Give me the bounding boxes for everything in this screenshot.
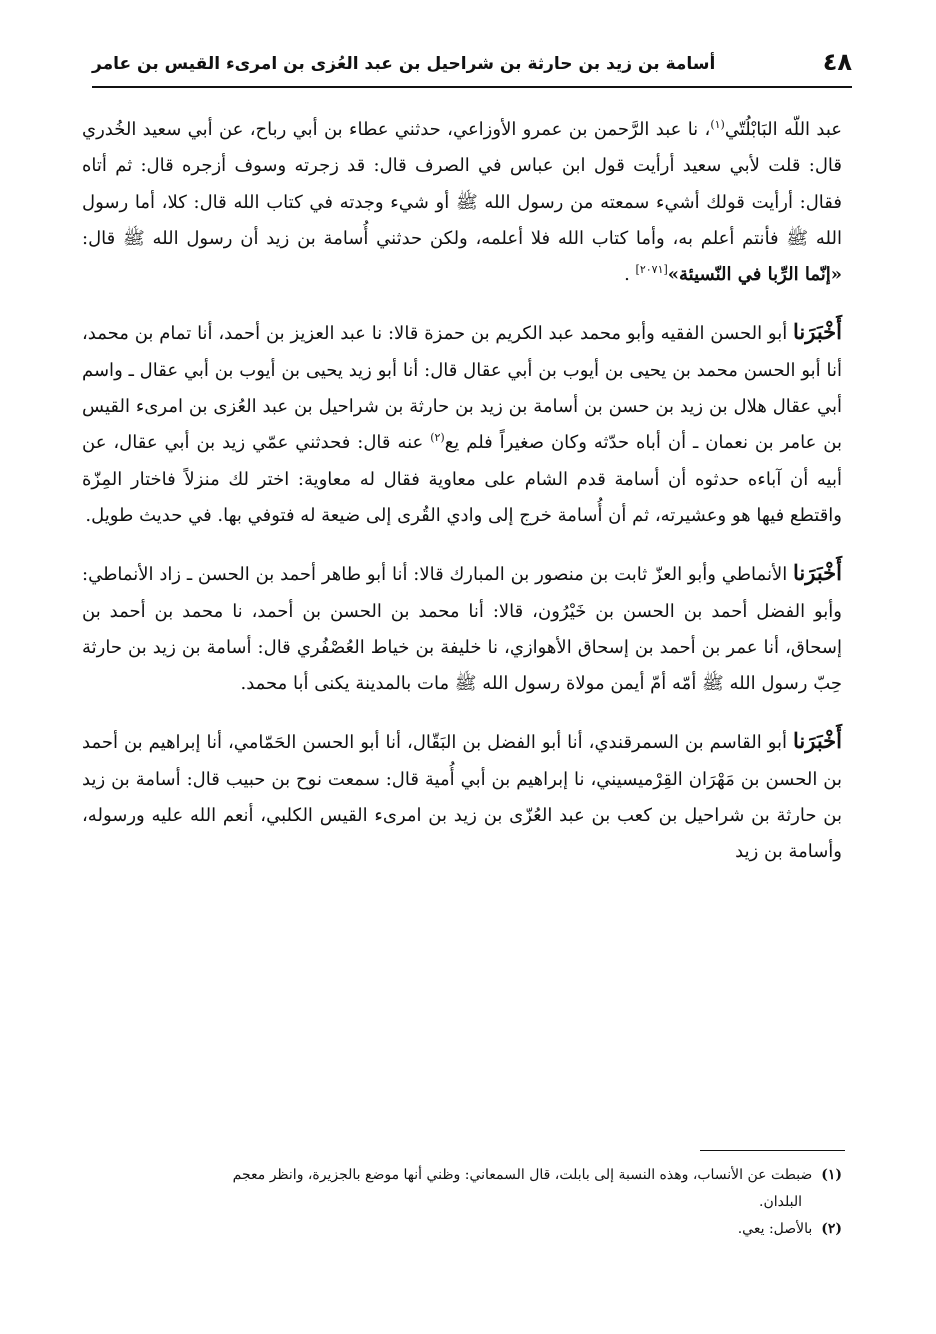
paragraph-1-text-b: ، نا عبد الرَّحمن بن عمرو الأوزاعي، حدثني عطاء بن أبي رباح، عن أبي سعيد الخُدري قال: قلت لأبي سعيد أرأيت قول ابن عباس في الصرف قال: قد زجرته وسوف أزجره قال: ثم أتاه فقال: أرأيت قولك أشيء سمعته من رسول الله ﷺ أو شيء وجدته في كتاب الله قال: كلا، أما رسول الله ﷺ فأنتم أعلم به، وأما كتاب الله فلا أعلمه، ولكن حدثني أُسامة بن زيد أن رسول الله ﷺ قال: [82,119,842,249]
running-title: أسامة بن زيد بن حارثة بن شراحيل بن عبد العُزى بن امرىء القيس بن عامر [92,54,716,74]
page-number: ٤٨ [822,48,852,76]
paragraph-3 [82,555,842,702]
akhbarana-keyword: أَخْبَرَنا [793,319,842,345]
footnote-text: بالأصل: يعي. [737,1221,813,1237]
paragraph-3-text: الأنماطي وأبو العزّ ثابت بن منصور بن المبارك قالا: أنا أبو طاهر أحمد بن الحسن ـ زاد الأنماطي: وأبو الفضل أحمد بن الحسن بن خَيْرُون، قالا: أنا محمد بن الحسن بن أحمد، نا محمد بن أحمد بن إسحاق، أنا عمر بن أحمد بن إسحاق الأهوازي، نا خليفة بن خياط العُصْفُري قال: أسامة بن زيد بن حارثة حِبّ رسول الله ﷺ أمّه أمّ أيمن مولاة رسول الله ﷺ مات بالمدينة يكنى أبا محمد. [82,564,842,695]
paragraph-1-text-a: عبد اللّه البَابْلُتّي [724,119,843,140]
footnote-number: (٢) [821,1221,842,1237]
paragraph-1 [82,112,842,293]
paragraph-2-text-a: أبو الحسن الفقيه وأبو محمد عبد الكريم بن حمزة قالا: نا عبد العزيز بن أحمد، أنا تمام بن محمد، أنا أبو الحسن محمد بن يحيى بن أيوب بن أبي عقال قال: أنا أبو زيد يحيى بن أيوب بن أبي عقال ـ واسم أبي عقال هلال بن زيد بن حسن بن أسامة بن زيد بن حارثة بن شراحيل بن عبد العُزى بن امرىء القيس بن عامر بن نعمان ـ أن أباه حدّثه وكان صغيراً فلم يع [82,323,842,454]
footnotes [82,1162,842,1243]
akhbarana-keyword: أَخْبَرَنا [793,728,842,754]
footnote-1-continuation: البلدان. [759,1194,802,1210]
footnote-marker-1: (١) [710,118,725,131]
hadith-quote: «إنّما الرِّبا في النّسيئة» [667,264,842,286]
paragraph-2 [82,314,842,534]
footnote-divider [700,1150,845,1151]
paragraph-4-text: أبو القاسم بن السمرقندي، أنا أبو الفضل بن البَقّال، أنا أبو الحسن الحَمّامي، أنا إبراهيم بن أحمد بن الحسن بن مَهْرَان القِرْميسيني، نا إبراهيم بن أبي أُمية قال: سمعت نوح بن حبيب قال: أسامة بن زيد بن حارثة بن شراحيل بن كعب بن عبد العُزّى بن زيد بن امرىء القيس الكلبي، أنعم الله عليه ورسوله، وأسامة بن زيد [82,732,842,863]
paragraph-4 [82,723,842,870]
hadith-reference: [٢٠٧١] [635,263,668,277]
footnote-2 [82,1216,842,1243]
paragraph-2-text-b: عنه قال: فحدثني عمّي زيد بن أبي عقال، عن أبيه أن آباءه حدثوه أن أسامة قدم الشام على معاوية فقال له معاوية: اختر لك منزلاً فاختار المِزّة واقتطع فيها هو وعشيرته، ثم أن أُسامة خرج إلى وادي القُرى إلى ضيعة له فتوفي بها. في حديث طويل. [82,432,842,526]
footnote-marker-2: (٢) [430,431,445,445]
footnote-text: ضبطت عن الأنساب، وهذه النسبة إلى بابلت، قال السمعاني: وظني أنها موضع بالجزيرة، وانظر معجم [232,1167,813,1183]
main-text [82,112,842,892]
akhbarana-keyword: أَخْبَرَنا [793,560,842,586]
page-header [92,44,852,88]
footnote-number: (١) [821,1167,842,1183]
footnote-1 [82,1162,842,1189]
paragraph-1-end: . [624,264,636,286]
